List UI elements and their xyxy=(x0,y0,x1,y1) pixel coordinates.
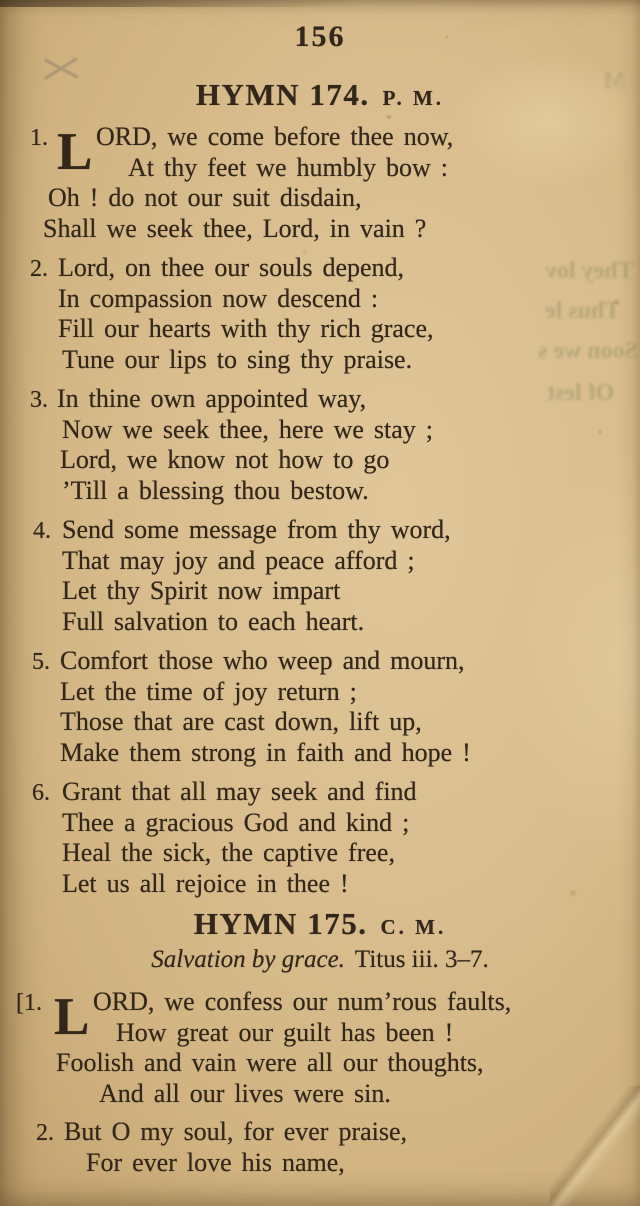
verse-line: Tune our lips to sing thy praise. xyxy=(62,344,413,374)
verse-line: Oh ! do not our suit disdain, xyxy=(48,183,362,212)
hymn-174-verse-5 xyxy=(0,646,640,768)
verse-line: In thine own appointed way, xyxy=(57,384,367,413)
verse-line: Heal the sick, the captive free, xyxy=(62,838,395,867)
verse-line: Lord, on thee our souls depend, xyxy=(58,253,405,282)
pencil-x-mark xyxy=(42,52,80,86)
page-top-edge-shadow xyxy=(0,0,360,7)
verse-line: Let thy Spirit now impart xyxy=(62,576,341,605)
verse-line: In compassion now descend : xyxy=(58,283,379,313)
verse-number: 1. xyxy=(30,125,48,151)
show-through-text: M xyxy=(603,68,626,94)
verse-line: Lord, we know not how to go xyxy=(60,445,390,474)
verse-line: At thy feet we humbly bow : xyxy=(128,152,448,182)
verse-line: Fill our hearts with thy rich grace, xyxy=(58,314,434,343)
verse-line: But O my soul, for ever praise, xyxy=(64,1117,408,1146)
verse-number: 2. xyxy=(36,1120,54,1146)
verse-line: Thee a gracious God and kind ; xyxy=(62,807,410,837)
drop-cap: L xyxy=(57,123,93,181)
hymn-174 xyxy=(0,122,640,899)
page-number: 156 xyxy=(294,20,346,53)
verse-line: Full salvation to each heart. xyxy=(62,606,365,636)
verse-line: Make them strong in faith and hope ! xyxy=(60,737,471,767)
hymn-174-verse-6 xyxy=(0,777,640,899)
hymn-174-verse-4 xyxy=(0,515,640,637)
hymn-175-title: HYMN 175. xyxy=(193,906,368,941)
hymn-175-heading xyxy=(0,906,640,942)
verse-line: Let us all rejoice in thee ! xyxy=(62,868,349,898)
hymn-175-subtitle-text: Salvation by grace. xyxy=(151,946,345,973)
hymn-175-meter: C. M. xyxy=(380,915,447,939)
drop-cap: L xyxy=(54,988,90,1046)
verse-number: 5. xyxy=(32,649,50,675)
verse-line: Now we seek thee, here we stay ; xyxy=(62,414,434,444)
hymn-174-title: HYMN 174. xyxy=(195,77,370,112)
hymn-174-verse-3 xyxy=(0,384,640,506)
hymn-175 xyxy=(0,987,640,1178)
show-through-text: Thus le xyxy=(544,298,620,324)
verse-line: That may joy and peace afford ; xyxy=(62,545,415,575)
page-crease xyxy=(550,1086,640,1206)
show-through-text: Of lest xyxy=(546,380,614,406)
hymn-175-verse-2 xyxy=(0,1117,640,1178)
verse-line: And all our lives were sin. xyxy=(99,1078,391,1108)
verse-line: Let the time of joy return ; xyxy=(60,676,357,706)
verse-line: How great our guilt has been ! xyxy=(116,1017,454,1047)
verse-line: Send some message from thy word, xyxy=(62,515,451,544)
verse-number: 4. xyxy=(33,518,51,544)
hymn-175-verse-1 xyxy=(0,987,640,1109)
hymn-174-verse-1 xyxy=(0,122,640,244)
hymn-175-subtitle xyxy=(0,946,640,974)
verse-line: ’Till a blessing thou bestow. xyxy=(62,475,369,505)
verse-line: ORD, we come before thee now, xyxy=(96,122,454,151)
verse-number: 3. xyxy=(30,387,48,413)
verse-number: [1. xyxy=(16,990,42,1016)
hymn-174-heading xyxy=(0,77,640,113)
verse-line: Grant that all may seek and find xyxy=(62,777,417,806)
verse-line: Comfort those who weep and mourn, xyxy=(60,646,465,675)
show-through-text: They lov xyxy=(545,258,634,284)
verse-number: 2. xyxy=(30,256,48,282)
verse-number: 6. xyxy=(32,780,50,806)
verse-line: Those that are cast down, lift up, xyxy=(60,707,422,736)
hymn-174-verse-2 xyxy=(0,253,640,375)
show-through-text: Soon we s xyxy=(537,338,638,364)
verse-line: For ever love his name, xyxy=(86,1147,345,1177)
hymn-174-meter: P. M. xyxy=(382,86,445,110)
verse-line: Foolish and vain were all our thoughts, xyxy=(56,1048,484,1077)
verse-line: Shall we seek thee, Lord, in vain ? xyxy=(43,213,427,243)
verse-line: ORD, we confess our num’rous faults, xyxy=(93,987,512,1016)
hymn-175-scripture-reference: Titus iii. 3–7. xyxy=(354,946,489,973)
